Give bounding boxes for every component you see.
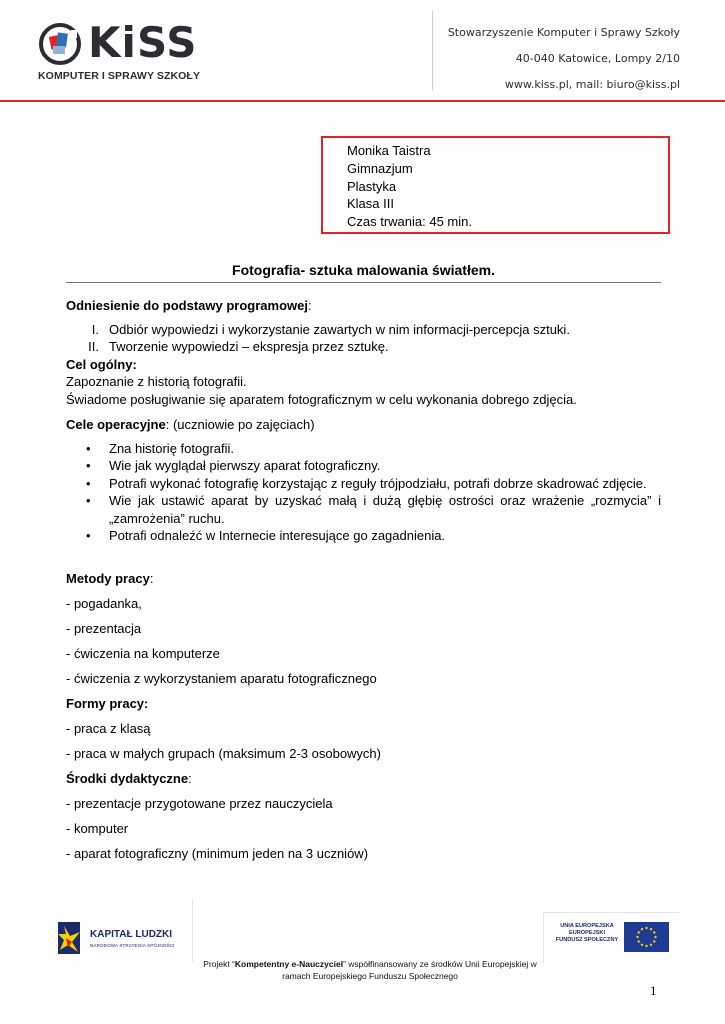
header-contact-block — [440, 20, 680, 98]
kiss-logo-subtitle: KOMPUTER I SPRAWY SZKOŁY — [38, 70, 201, 82]
eu-social-fund-logo — [543, 912, 679, 963]
class-level: Klasa III — [347, 196, 394, 212]
org-address: 40-040 Katowice, Lompy 2/10 — [515, 52, 680, 65]
section-cel-ogolny-heading: Cel ogólny: — [66, 356, 137, 372]
list-item: II. Tworzenie wypowiedzi – ekspresja przez sztukę. — [88, 339, 389, 354]
metody-item: - prezentacja — [66, 620, 142, 636]
list-item: • Zna historię fotografii. — [66, 440, 661, 458]
kiss-logo — [36, 16, 211, 86]
school-type: Gimnazjum — [347, 160, 413, 176]
section-cele-operacyjne-heading: Cele operacyjne: (uczniowie po zajęciach) — [66, 417, 315, 432]
header-divider — [432, 10, 433, 90]
kapital-ludzki-logo — [58, 918, 188, 958]
letterhead — [0, 0, 725, 110]
title-underline — [66, 282, 661, 283]
list-item: • Potrafi wykonać fotografię korzystając z reguły trójpodziału, potrafi dobrze skadrować zdjęcie. — [66, 475, 661, 493]
cel-ogolny-line: Zapoznanie z historią fotografii. — [66, 374, 247, 389]
subject: Plastyka — [347, 178, 397, 194]
kiss-logo-mark-icon — [38, 22, 82, 66]
lesson-info-box — [321, 136, 670, 234]
eu-logo-text: UNIA EUROPEJSKA EUROPEJSKI FUNDUSZ SPOŁECZNY — [555, 923, 619, 943]
document-title: Fotografia- sztuka malowania światłem. — [232, 262, 495, 278]
section-podstawa-heading: Odniesienie do podstawy programowej: — [66, 298, 312, 313]
eu-flag-icon — [624, 922, 669, 952]
srodki-item: - prezentacje przygotowane przez nauczyciela — [66, 795, 333, 811]
kapital-ludzki-mark-icon — [58, 918, 86, 958]
org-contact: www.kiss.pl, mail: biuro@kiss.pl — [504, 78, 680, 91]
duration: Czas trwania: 45 min. — [347, 214, 472, 230]
formy-item: - praca w małych grupach (maksimum 2-3 osobowych) — [66, 745, 381, 761]
list-item: • Wie jak ustawić aparat by uzyskać małą i dużą głębię ostrości oraz wrażenie „rozmycia” i „zamrożenia” ruchu. — [66, 492, 661, 527]
teacher-name: Monika Taistra — [347, 143, 431, 158]
formy-item: - praca z klasą — [66, 720, 151, 736]
podstawa-list — [66, 321, 661, 356]
section-metody-heading: Metody pracy: — [66, 570, 154, 586]
srodki-item: - aparat fotograficzny (minimum jeden na 3 uczniów) — [66, 845, 369, 861]
list-item: • Potrafi odnaleźć w Internecie interesujące go zagadnienia. — [66, 527, 661, 545]
header-red-rule — [0, 100, 725, 102]
kapital-ludzki-subtitle: NARODOWA STRATEGIA SPÓJNOŚCI — [90, 943, 175, 948]
cel-ogolny-line: Świadome posługiwanie się aparatem fotograficznym w celu wykonania dobrego zdjęcia. — [66, 391, 577, 407]
srodki-item: - komputer — [66, 820, 129, 836]
footer-divider — [192, 900, 193, 962]
lesson-plan-body — [66, 297, 661, 862]
metody-item: - pogadanka, — [66, 595, 142, 611]
org-name: Stowarzyszenie Komputer i Sprawy Szkoły — [447, 26, 680, 39]
list-item: I. Odbiór wypowiedzi i wykorzystanie zawartych w nim informacji-percepcja sztuki. — [91, 321, 570, 337]
footer-project-note: Projekt “Kompetentny e-Nauczyciel” współfinansowany ze środków Unii Europejskiej w ramach Europejskiego Funduszu Społecznego — [203, 959, 537, 981]
metody-item: - ćwiczenia na komputerze — [66, 645, 220, 661]
metody-item: - ćwiczenia z wykorzystaniem aparatu fotograficznego — [66, 670, 377, 686]
kapital-ludzki-title: KAPITAŁ LUDZKI — [90, 929, 173, 940]
kiss-logo-wordmark: KiSS — [88, 18, 198, 67]
cele-operacyjne-list — [66, 440, 661, 545]
section-srodki-heading: Środki dydaktyczne: — [66, 770, 192, 786]
list-item: • Wie jak wyglądał pierwszy aparat fotograficzny. — [66, 457, 661, 475]
section-formy-heading: Formy pracy: — [66, 695, 149, 711]
page-number: 1 — [650, 983, 657, 998]
